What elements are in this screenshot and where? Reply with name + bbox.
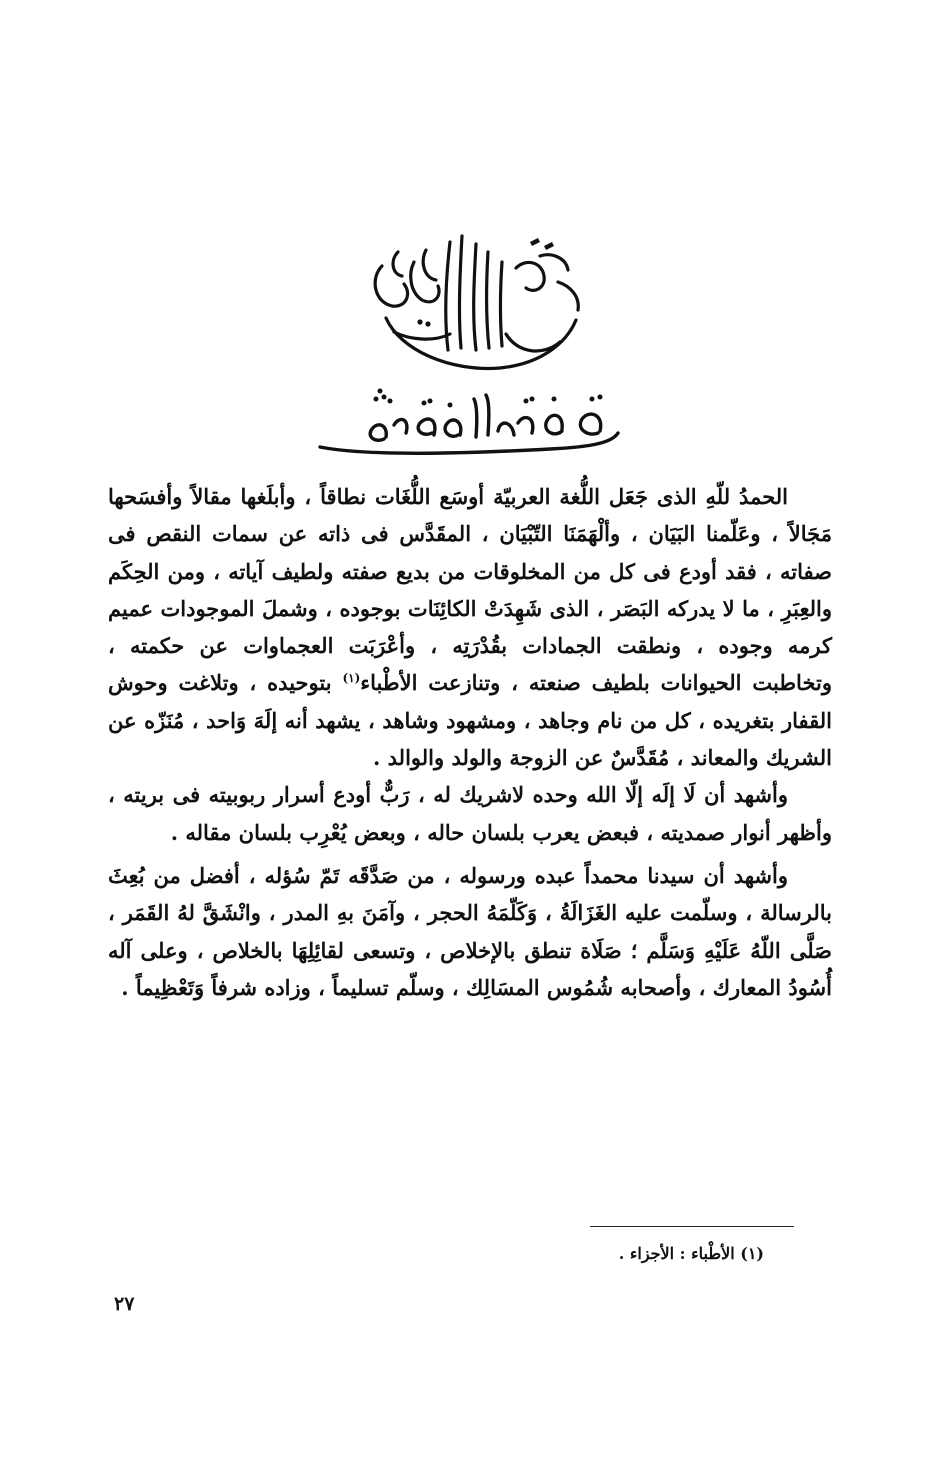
- basmala-calligraphy: [330, 222, 610, 382]
- footnote-reference: (١): [342, 671, 361, 686]
- paragraph-2: وأشهد أن لَا إلَه إلّا الله وحده لاشريك له ، رَبٌّ أودع أسرار ربوبيته فى بريته ، وأظهر أنوار صمديته ، فبعض يعرب بلسان حاله ، وبعض يُعْرِب بلسان مقاله .: [108, 782, 832, 845]
- body-text: [108, 478, 832, 1006]
- footnote: (١) الأطْباء : الأجزاء .: [618, 1244, 764, 1263]
- heading-calligraphy: [300, 385, 630, 470]
- paragraph-1-text: الحمدُ للّهِ الذى جَعَل اللُّغة العربيّة أوسَع اللُّغَات نطاقاً ، وأبلَغها مقالاً وأفسَحها مَجَالاً ، وعَلّمنا البَيَان ، وألْهَمَنَا التّبْيَان ، المقَدَّس فى ذاته عن سمات النقص فى صفاته ، فقد أودع فى كل من المخلوقات من بديع صفته ولطيف آياته ، ومن الحِكَم والعِبَرِ ، ما لا يدركه البَصَر ، الذى شَهِدَتْ الكائِنَات بوجوده ، وشملَ الموجودات عميم كرمه وجوده ، ونطقت الجمادات بقُدْرَتِه ، وأعْرَبَت العجماوات عن حكمته ، وتخاطبت الحيوانات بلطيف صنعته ، وتنازعت الأطْباء: [108, 484, 832, 696]
- paragraph-1: [108, 478, 832, 776]
- paragraph-1-continuation: بتوحيده ، وتلاغت وحوش القفار بتغريده ، كل من نام وجاهد ، ومشهود وشاهد ، يشهد أنه إلَهَ وَاحد ، مُنَزّه عن الشريك والمعاند ، مُقَدَّسٌ عن الزوجة والولد والوالد .: [108, 670, 832, 771]
- page-number: ٢٧: [114, 1293, 135, 1315]
- paragraph-3: وأشهد أن سيدنا محمداً عبده ورسوله ، من صَدَّقَه تَمّ سُؤله ، أفضل من بُعِثَ بالرسالة ، وسلّمت عليه الغَزَالَةُ ، وَكَلّمَهُ الحجر ، وآمَنَ بهِ المدر ، وانْشَقَّ لهُ القَمَر ، صَلَّى اللّهُ عَلَيْهِ وَسَلَّم ؛ صَلَاة تنطق بالإخلاص ، وتسعى لقائِلِهَا بالخلاص ، وعلى آله أُسُودُ المعارك ، وأصحابه شُمُوس المسَالِك ، وسلّم تسليماً ، وزاده شرفاً وَتَعْظِيماً .: [108, 862, 832, 1000]
- footnote-divider: [590, 1226, 794, 1227]
